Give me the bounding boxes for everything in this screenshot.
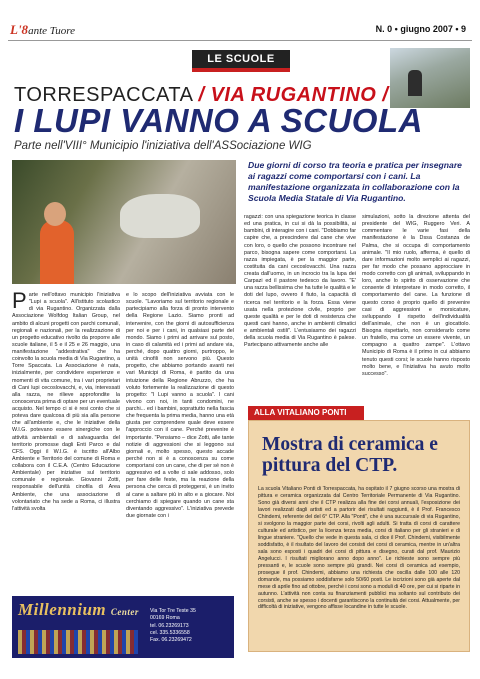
wolfdog-figure: [120, 194, 200, 238]
child-head-figure: [44, 202, 66, 226]
issue-info: N. 0 • giugno 2007 • 9: [375, 24, 466, 34]
masthead-logo: L'8ante Tuore: [10, 22, 76, 37]
article-column-4: simulazioni, sotto la direzione attenta del presidente del WIG, Ruggero Veri. A commentare le varie fasi della manifestazione è la Dssa Costanza de Palma, che si occupa di comportamento animale. "Il mio ruolo, afferma, è quello di dare informazioni molto semplici ai ragazzi, per far modo che possano approcciare in modo corretto con gli animali, sviluppando in loro, anche lo spirito di osservazione che consente di interpretare in modo corretto, il comportamento del cane. La funzione di questo corso è proprio quello di prevenire casi di aggressioni e morsicature, sviluppando il rispetto dell'individualità dell'animale, che non è un giocattolo. Bisogna rispettarlo, non considerarlo come un fratello, ma come un essere vivente, un compagno a quattro zampe". L'ottavo Municipio di Roma è il primo in cui abbiamo tenuto questi corsi; le scuole hanno risposto molto bene, e l'iniziativa ha avuto molto successo".: [362, 214, 470, 377]
header-photo: [390, 48, 470, 108]
ad-address: Via Tor Tre Teste 35 00169 Roma tel. 06.23269173 cel. 335.5336558 Fax. 06.23269472: [150, 608, 196, 644]
sidebar-title: Mostra di ceramica e pittura del CTP.: [262, 434, 438, 477]
article-title: I LUPI VANNO A SCUOLA: [14, 102, 423, 139]
article-subtitle: Parte nell'VIII° Municipio l'iniziativa dell'ASSociazione WIG: [14, 140, 312, 152]
article-photo: [12, 160, 236, 284]
ad-brand: Millennium Center: [18, 600, 139, 619]
section-banner: LE SCUOLE: [192, 50, 290, 68]
article-column-1: Parte nell'ottavo municipio l'iniziativa "Lupi a scuola". All'istituto scolastico di via Rugantino. Organizzata dalla Associazione Wolfdog Italian Group, nel ambito di alcuni progetti con parchi comunali, regionali e nazionali, per la realizzazione di un progetto educativo rivolto da proporre alle scuole italiane, il 5 e il 25 e 26 maggio, una manifestazione "addestrativa" che ha coinvolto la scuola media di Via Rugantino, a Torre Spaccata. La Associazione è nata, inizialmente, per condividere esperienze e momenti di vita comune, tra i vari proprietari di Cani lupi cecoslovacchi, e, via, interessati alla razza, ne rilieve approfondite la conoscenza prima di optare per un eventuale acquisto. Nel tempo ci si è resi conto che si poteva dare qualcosa di più sia alla persone che all'ambiente e, che le iniziative della W.I.G. potevano essere sinergiche con le attività ambientali e di salvaguardia del territorio promosse dagli Enti Parco e dal CFS. Oggi il W.I.G. è iscritto all'Albo Ambiente e Territorio del comune di Roma e collabora con il C.E.A. (Centro Educazione Ambientale) per iniziative sul territorio comunale e regionale. Giovanni Zotti, responsabile dell'unità cinofila di Area Ambiente, che una associazione di volontariato che ha sede a Roma, ci illustra l'attività svolta: [12, 288, 120, 512]
advertisement[interactable]: [12, 596, 234, 658]
kicker-street: / VIA RUGANTINO /: [198, 84, 389, 106]
article-intro: Due giorni di corso tra teoria e pratica per insegnare ai ragazzi come comportarsi con i cani. La manifestazione organizzata in collaborazione con la Scuola Media Statale di Via Rugantino.: [248, 160, 462, 203]
article-column-2: e lo scopo dell'iniziativa avviata con le scuole. "Lavoriamo sul territorio regionale e partecipiamo alla forza di pronto intervento della Regione Lazio. Siamo pronti ad intervenire, con the giorni di autosufficienza per noi e per i cani, in qualsiasi parte del mondo. Siamo i primi ad arrivare sul posto, in caso di calamità ed i primi ad andare via, perché, dopo quattro giorni, purtroppo, le unità cinofili non servono più. Questo progetto, che abbiamo portando avanti nei vari Municipi di Roma, è partito da una intuizione della Regione Abruzzo, che ha voluto fortemente la realizzazione di questo progetto: "I Lupi vanno a scuola". I cani vivono con noi, in tanti condomini, ne parchi... ed i bambini, soprattutto nella fascia che frequenta la prima media, hanno una età giusta per comprendere quale deve essere l'approccio con il cane. Perché prevenire è importante. "Pensiamo – dice Zotti, alle tante notizie di aggressioni che si leggono sui giornali e, molto spesso, questo accade perché non si è a conoscenza su come comportarsi con un cane, che di per sé non è aggressivo ed a volte ci sale addosso, solo per fare delle feste, ma la reazione della persona che cerca di proteggersi, è un invito al cane a saltare più in alto e a giocare. Noi cerchiamo di spiegare quando un cane sta diventando aggressivo". L'iniziativa prevede due giornate con i: [126, 292, 234, 519]
article-column-3: ragazzi: con una spiegazione teorica in classe ed una pratica, in cui si dà la possibilità, ai bambini, di interagire con i cani. "Dobbiamo far capire che, a prescindere dal cane che vive con loro, o quello che possono incontrare nel parco, bisogna sapere come comportarsi. La razza impiegata, è per la maggior parte, costituita da cani cecoslovacchi. Una razza creata dall'uomo, in un incrocio tra la lupa dei Carpazi ed il pastore tedesco da lavoro. "E' una razza bellissima che ha tutte le qualità e le doti del lupo, ovvero il fiuto, la capacità di ricerca nel territorio e la forza. Essa viene usata nella protezione civile, proprio per queste qualità e per le doti di resistenza che questi cani hanno, anche in ambienti climatici e ambientali ostili". L'entusiasmo dei ragazzi della scuola media di Via Rugantino è palese. Partecipano attivamente anche alle: [244, 214, 356, 349]
section-accent-bar: [192, 68, 290, 72]
sidebar-text: La scuola Vitaliano Ponti di Torrespaccata, ha ospitato il 7 giugno scorso una mostra di pittura e ceramica organizzata dal Centro Territoriale Permanente di Via Rugantino. Sono già diversi anni che il CTP realizza alla fine dei corsi annuali, l'esposizione dei lavori realizzati dagli artisti ed a partorir dei risultati raggiunti, è il Prof. Francesco Chindemi, referente del del 6° CTP. Alla "Ponti", che è una succursale di via Rugantino, si svolgono la maggior parte dei corsi, rivolti agli adulti. Si tratta di corsi di carattere culturale ed artistico, per la licenza terza media, corsi di italiano per gli stranieri e di lingue straniere. "Quello che vede in questa sala, ci dice il Prof. Chindemi, visibilmente soddisfatto, è il risultato del lavoro dei corsisti dei corsi di ceramica, mentre in un'altra sala sono esposti i quadri dei corsi di pittura e disegno, curati dal prof. Maurizio Angelucci. I risultati migliorano anno dopo anno". Le richieste sono sempre più pressanti e, le scuole sono sempre più grandi. Nei corsi di ceramica ad esempio, prosegue il prof. Chindemi, abbiamo una richiesta che oscilla dalle 100 alle 120 domande, ma possiamo soddisfarne solo 50/60 posti. Le iscrizioni sono già aperte dal mese di aprile fino ad ottobre, perché i corsi sono a moduli di 40 ore, per cui si riparte in autunno. L'attività non conta su finanziamenti pubblici ma soltanto sul contributo dei corsisti, anche se spesso i docenti garantiscono la continuità dei corsi. Attualmente, per difficoltà di iniziative, vengono affisse locandine in tutte le scuole.: [258, 486, 460, 611]
ad-lights-decoration: [18, 630, 138, 654]
child-figure: [40, 220, 74, 284]
kicker-place: TORRESPACCATA: [14, 84, 193, 106]
drop-cap: P: [12, 288, 27, 313]
sidebar-tag: ALLA VITALIANO PONTI: [248, 406, 364, 420]
header-divider: [8, 40, 472, 41]
